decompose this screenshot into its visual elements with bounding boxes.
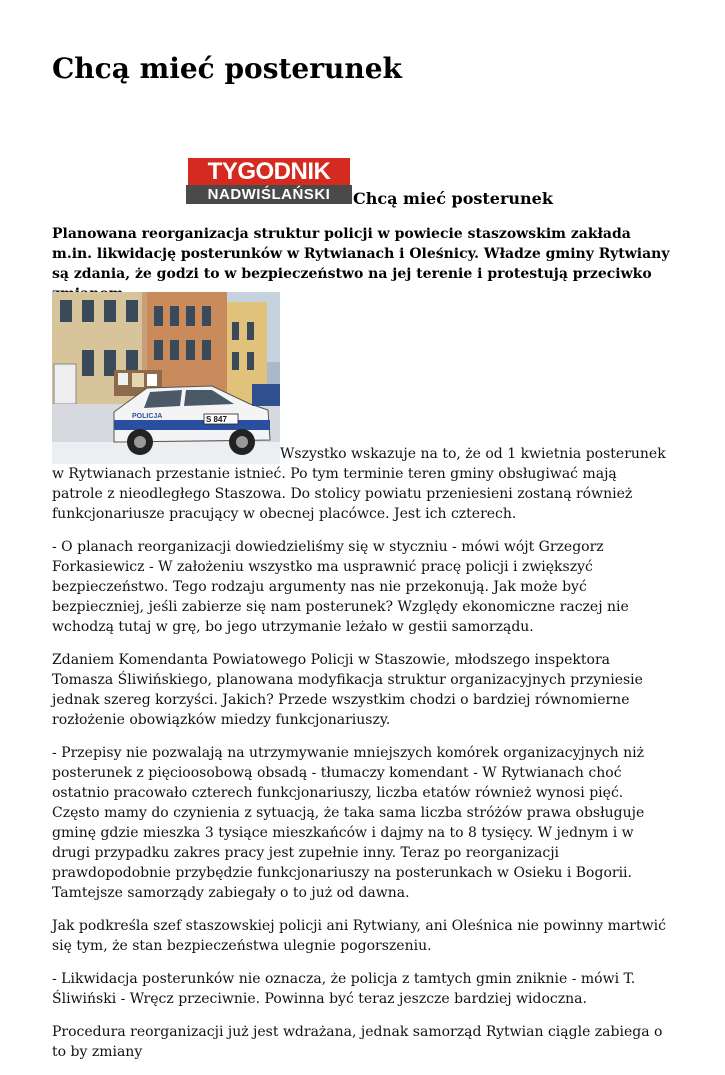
car-side-label: POLICJA xyxy=(132,413,163,420)
paragraph-4: - Przepisy nie pozwalają na utrzymywanie mniejszych komórek organizacyjnych niż posterunek z pięcioosobową obsadą - tłumaczy komendant - W Rytwianach choć ostatnio pracowało czterech funkcjonariuszy, liczba etatów również wynosi pięć. Często mamy do czynienia z sytuacją, że taka sama liczba stróżów prawa obsługuje gminę gdzie mieszka 3 tysiące mieszkańców i dajmy na to 8 tysięcy. W jednym i w drugi przypadku zakres pracy jest zupełnie inny. Teraz po reorganizacji prawdopodobnie przybędzie funkcjonariuszy na posterunkach w Osieku i Bogorii. Tamtejsze samorządy zabiegały o to już od dawna. xyxy=(52,745,645,901)
article-lead: Planowana reorganizacja struktur policji w powiecie staszowskim zakłada m.in. likwidację posterunków w Rytwianach i Oleśnicy. Władze gminy Rytwiany są zdania, że godzi to w bezpieczeństwo na jej terenie i protestują przeciwko xyxy=(52,226,670,282)
paragraph-6: - Likwidacja posterunków nie oznacza, że policja z tamtych gmin zniknie - mówi T. Śliwiński - Wręcz przeciwnie. Powinna być teraz jeszcze bardziej widoczna. xyxy=(52,971,636,1007)
paragraph-3: Zdaniem Komendanta Powiatowego Policji w Staszowie, młodszego inspektora Tomasza Śliwińskiego, planowana modyfikacja struktur organizacyjnych przyniesie jednak szereg korzyści. Jakich? Przede wszystkim chodzi o bardziej równomierne rozłożenie obowiązków miedzy funkcjonariuszy. xyxy=(52,652,643,728)
police-car-photo xyxy=(52,292,280,464)
logo-line-1: TYGODNIK xyxy=(188,158,350,185)
police-car-illustration xyxy=(52,292,280,464)
license-plate: S 847 xyxy=(206,415,227,424)
article-body xyxy=(52,292,672,1075)
paragraph-7: Procedura reorganizacji już jest wdrażana, jednak samorząd Rytwian ciągle zabiega o to by zmiany xyxy=(52,1024,663,1060)
paragraph-1 xyxy=(52,292,672,524)
paragraph-2: - O planach reorganizacji dowiedzieliśmy się w styczniu - mówi wójt Grzegorz Forkasiewicz - W założeniu wszystko ma usprawnić pracę policji i zwiększyć bezpieczeństwo. Tego rodzaju argumenty nas nie przekonują. Jak może być bezpieczniej, jeśli zabierze się nam posterunek? Względy ekonomiczne raczej nie wchodzą tutaj w grę, bo jego utrzymanie leżało w gestii samorządu. xyxy=(52,539,629,635)
paragraph-1-text: Wszystko wskazuje na to, że od 1 kwietnia posterunek w Rytwianach przestanie istnieć. Po tym terminie teren gminy obsługiwać mają patrole z nieodległego Staszowa. Do stolicy powiatu przeniesieni zostaną również funkcjonariusze pracujący w obecnej placówce. Jest ich czterech. xyxy=(52,446,666,522)
article-subtitle: Chcą mieć posterunek xyxy=(353,189,553,208)
paragraph-5: Jak podkreśla szef staszowskiej policji ani Rytwiany, ani Oleśnica nie powinny martwić się tym, że stan bezpieczeństwa ulegnie pogorszeniu. xyxy=(52,918,666,954)
page-title: Chcą mieć posterunek xyxy=(52,52,402,85)
newspaper-logo xyxy=(186,158,352,206)
logo-line-2: NADWIŚLAŃSKI xyxy=(186,185,352,204)
masthead-row xyxy=(186,158,553,206)
